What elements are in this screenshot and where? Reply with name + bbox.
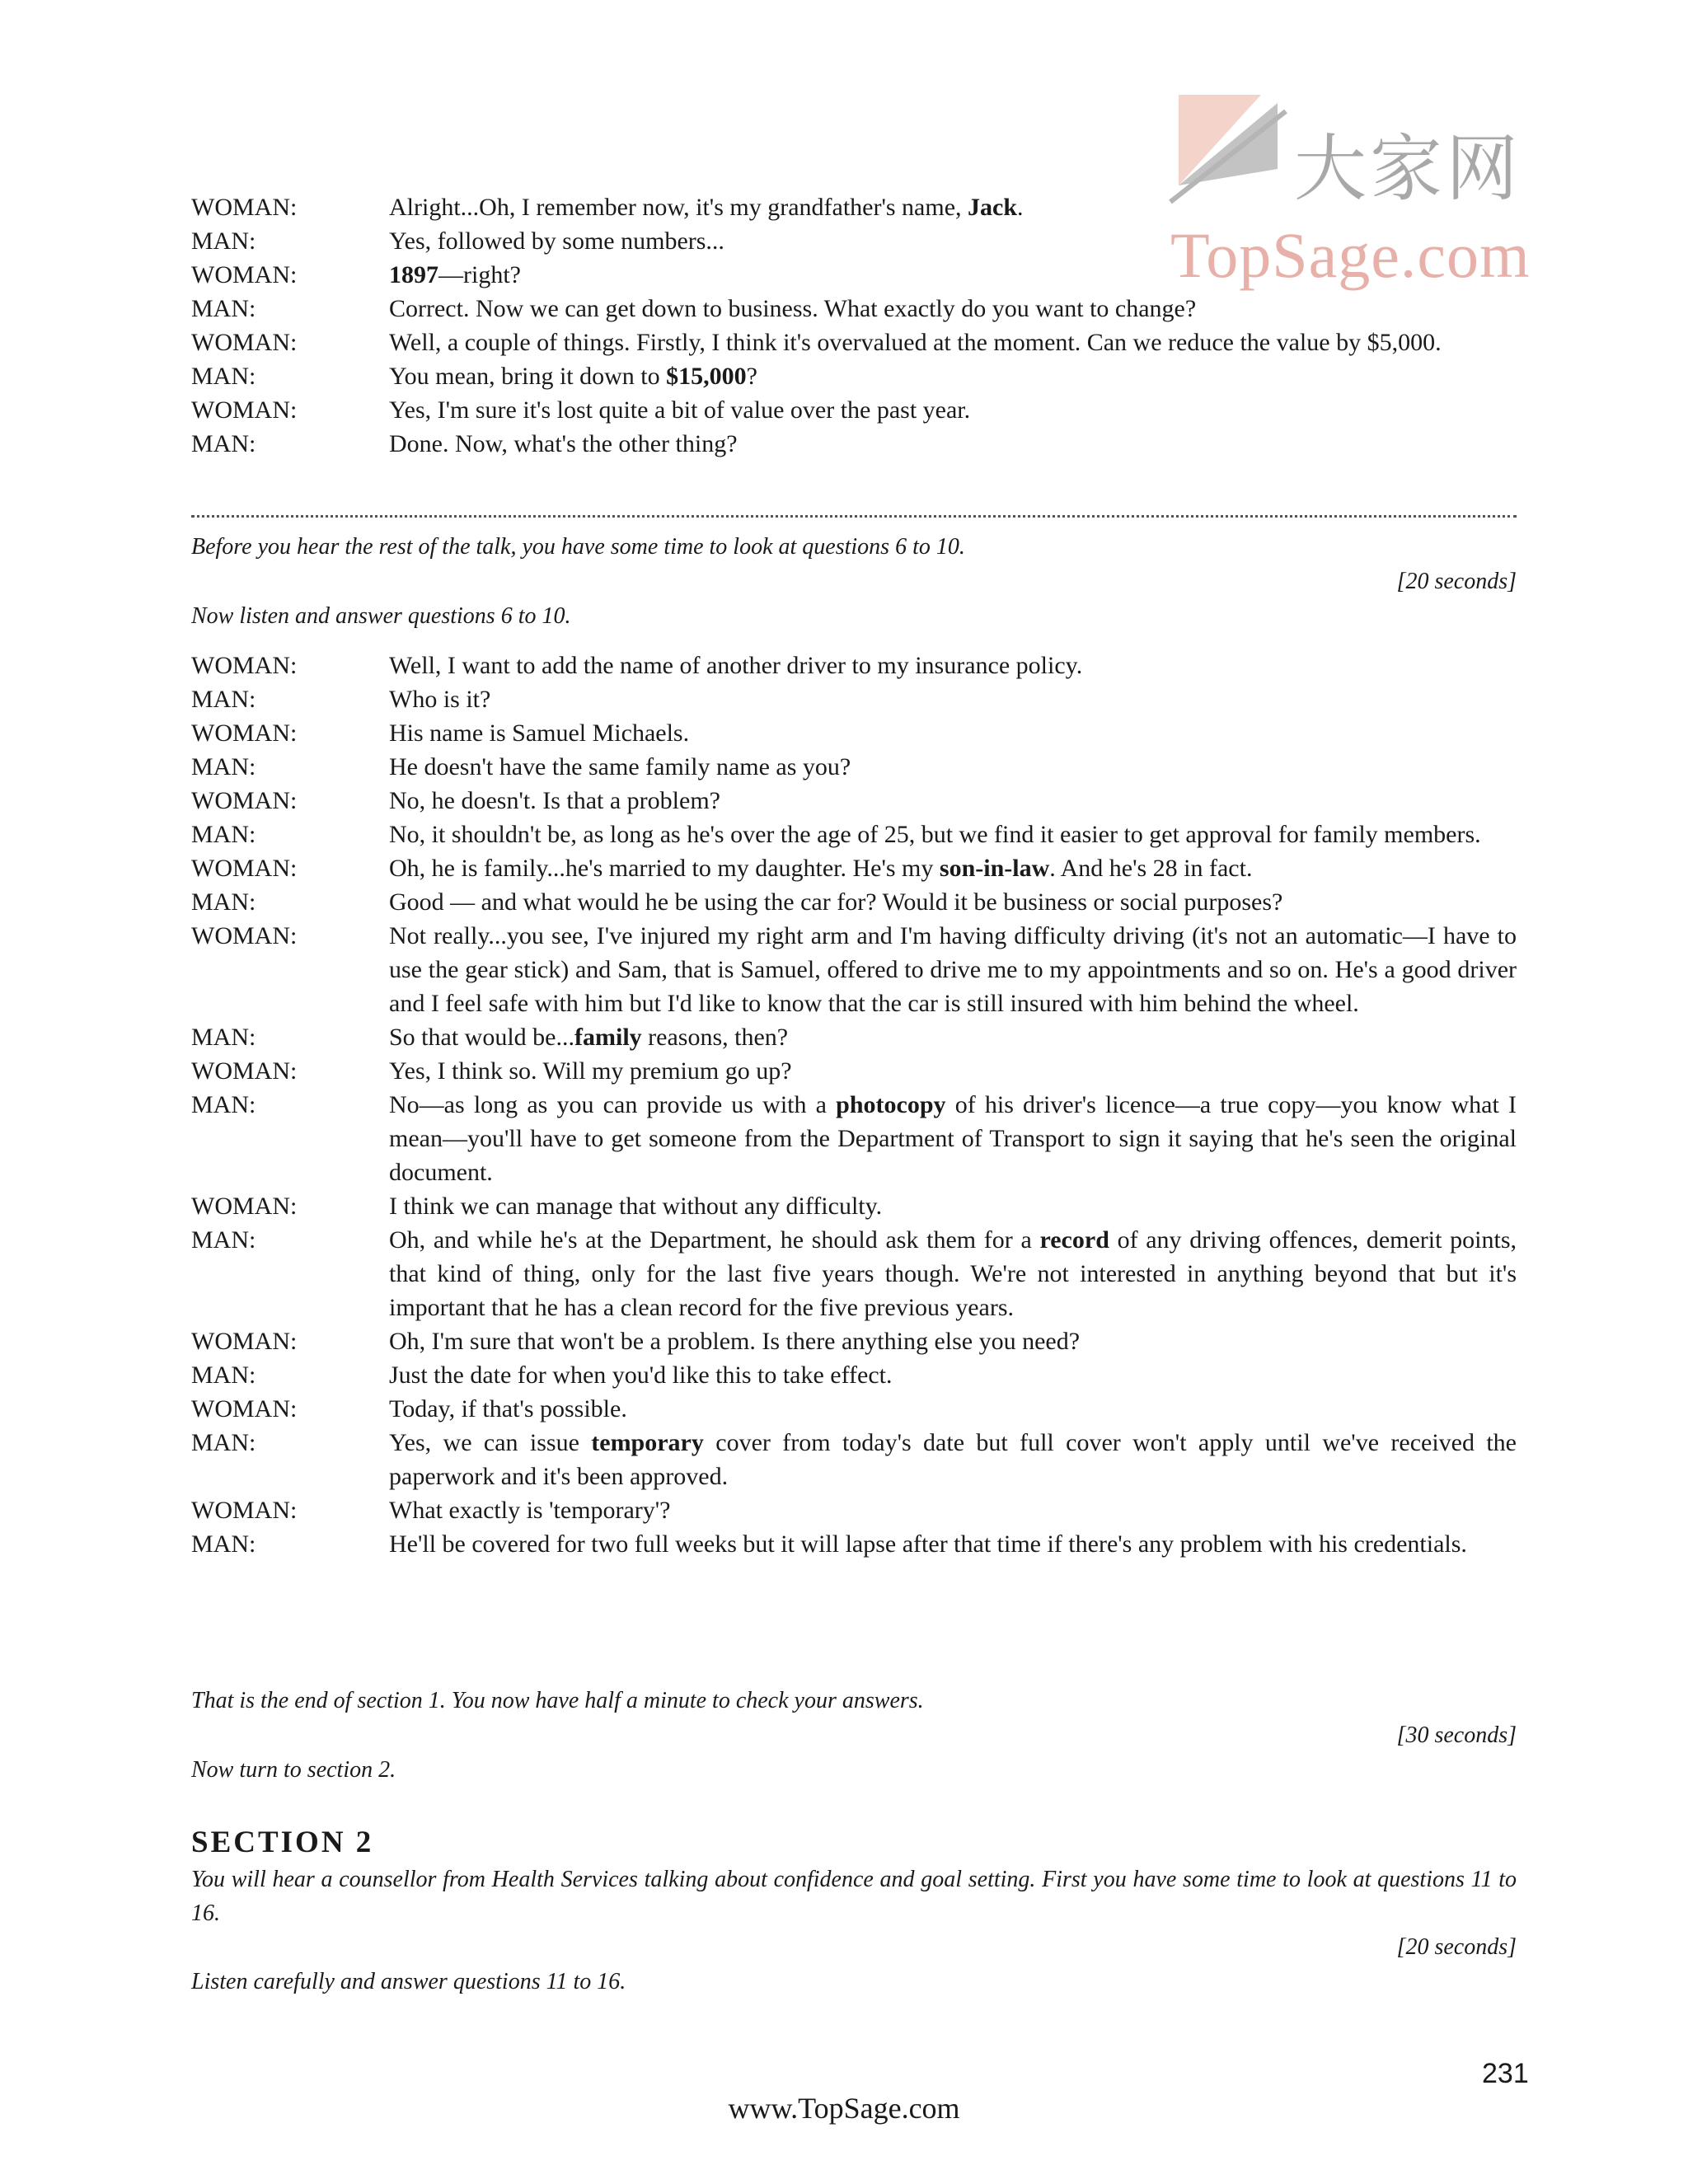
text-segment: No, it shouldn't be, as long as he's over the age of 25, but we find it easier to get approval for family members. bbox=[389, 821, 1481, 848]
speaker-label: MAN: bbox=[191, 430, 256, 457]
text-segment: Oh, I'm sure that won't be a problem. Is there anything else you need? bbox=[389, 1328, 1081, 1355]
text-segment: No, he doesn't. Is that a problem? bbox=[389, 787, 720, 814]
text-segment: . And he's 28 in fact. bbox=[1049, 855, 1253, 882]
dialogue-line bbox=[191, 784, 1517, 818]
dialogue-line bbox=[191, 885, 1517, 919]
text-segment: . bbox=[1017, 194, 1024, 221]
dialogue-line bbox=[191, 1020, 1517, 1054]
speaker-label: MAN: bbox=[191, 821, 256, 848]
page-number: 231 bbox=[1482, 2058, 1529, 2089]
dialogue-line bbox=[191, 1392, 1517, 1426]
dialogue-line bbox=[191, 1054, 1517, 1088]
dialogue-line bbox=[191, 292, 1517, 326]
dialogue-line bbox=[191, 682, 1517, 716]
dialogue-text bbox=[389, 1527, 1517, 1561]
text-segment: Alright...Oh, I remember now, it's my grandfather's name, bbox=[389, 194, 968, 221]
text-segment: What exactly is 'temporary'? bbox=[389, 1497, 671, 1524]
dialogue-line bbox=[191, 326, 1517, 359]
dialogue-text bbox=[389, 851, 1517, 885]
instruction-listen-6-10: Now listen and answer questions 6 to 10. bbox=[191, 603, 571, 629]
speaker-label: WOMAN: bbox=[191, 1328, 298, 1355]
text-segment: of his driver's licence—a true copy—you know what I mean—you'll have to get someone from the Department of Transport to sign it saying that he's seen the original document. bbox=[389, 1091, 1517, 1186]
dialogue-text bbox=[389, 784, 1517, 818]
text-segment: Oh, and while he's at the Department, he should ask them for a bbox=[389, 1226, 1040, 1254]
dialogue-text bbox=[389, 1324, 1517, 1358]
dialogue-text bbox=[389, 292, 1517, 326]
dialogue-line bbox=[191, 1189, 1517, 1223]
dialogue-text bbox=[389, 427, 1517, 461]
timer-20-seconds: [20 seconds] bbox=[1396, 569, 1517, 594]
dialogue-text bbox=[389, 1358, 1517, 1392]
text-segment: No—as long as you can provide us with a bbox=[389, 1091, 837, 1118]
speaker-label: MAN: bbox=[191, 1091, 256, 1118]
dialogue-text bbox=[389, 258, 1517, 292]
dialogue-line bbox=[191, 818, 1517, 851]
text-segment: Done. Now, what's the other thing? bbox=[389, 430, 738, 457]
answer-keyword: photocopy bbox=[836, 1091, 946, 1118]
answer-keyword: record bbox=[1039, 1226, 1109, 1254]
speaker-label: MAN: bbox=[191, 686, 256, 713]
dialogue-line bbox=[191, 1358, 1517, 1392]
dialogue-line bbox=[191, 258, 1517, 292]
dialogue-text bbox=[389, 649, 1517, 682]
speaker-label: WOMAN: bbox=[191, 1395, 298, 1422]
text-segment: I think we can manage that without any difficulty. bbox=[389, 1193, 883, 1220]
dialogue-line bbox=[191, 1527, 1517, 1561]
dialogue-text bbox=[389, 1223, 1517, 1324]
dialogue-line bbox=[191, 359, 1517, 393]
dialogue-line bbox=[191, 649, 1517, 682]
dialogue-text bbox=[389, 682, 1517, 716]
dialogue-line bbox=[191, 1324, 1517, 1358]
text-segment: His name is Samuel Michaels. bbox=[389, 719, 690, 747]
speaker-label: WOMAN: bbox=[191, 719, 298, 747]
dialogue-line bbox=[191, 851, 1517, 885]
text-segment: Well, a couple of things. Firstly, I think it's overvalued at the moment. Can we reduce the value by $5,000. bbox=[389, 329, 1442, 356]
dialogue-line bbox=[191, 716, 1517, 750]
section-2-title: SECTION 2 bbox=[191, 1825, 374, 1859]
text-segment: Yes, followed by some numbers... bbox=[389, 227, 724, 255]
speaker-label: MAN: bbox=[191, 1429, 256, 1456]
speaker-label: MAN: bbox=[191, 295, 256, 322]
dialogue-line bbox=[191, 224, 1517, 258]
speaker-label: WOMAN: bbox=[191, 261, 298, 288]
footer-url: www.TopSage.com bbox=[728, 2092, 960, 2125]
dialogue-text bbox=[389, 885, 1517, 919]
dialogue-part-2 bbox=[191, 649, 1517, 1561]
answer-keyword: 1897 bbox=[389, 261, 438, 288]
speaker-label: MAN: bbox=[191, 888, 256, 916]
dialogue-text bbox=[389, 1088, 1517, 1189]
answer-keyword: family bbox=[574, 1024, 642, 1051]
dialogue-text bbox=[389, 1020, 1517, 1054]
dialogue-line bbox=[191, 1223, 1517, 1324]
watermark-chinese-text: 大家网 bbox=[1294, 126, 1522, 211]
text-segment: cover from today's date but full cover won't apply until we've received the paperwork and it's been approved. bbox=[389, 1429, 1517, 1490]
speaker-label: WOMAN: bbox=[191, 1193, 298, 1220]
dialogue-text bbox=[389, 224, 1517, 258]
dialogue-line bbox=[191, 190, 1517, 224]
dialogue-text bbox=[389, 326, 1517, 359]
dialogue-text bbox=[389, 1392, 1517, 1426]
text-segment: Yes, I'm sure it's lost quite a bit of value over the past year. bbox=[389, 396, 971, 424]
instruction-turn-section-2: Now turn to section 2. bbox=[191, 1757, 396, 1783]
text-segment: Just the date for when you'd like this to take effect. bbox=[389, 1361, 893, 1389]
speaker-label: WOMAN: bbox=[191, 787, 298, 814]
dialogue-text bbox=[389, 750, 1517, 784]
text-segment: Good — and what would he be using the car for? Would it be business or social purposes? bbox=[389, 888, 1283, 916]
dotted-divider bbox=[191, 515, 1517, 518]
speaker-label: WOMAN: bbox=[191, 329, 298, 356]
section-2-timer: [20 seconds] bbox=[1396, 1934, 1517, 1960]
dialogue-line bbox=[191, 1426, 1517, 1493]
dialogue-line bbox=[191, 1493, 1517, 1527]
speaker-label: MAN: bbox=[191, 753, 256, 780]
text-segment: Today, if that's possible. bbox=[389, 1395, 627, 1422]
answer-keyword: temporary bbox=[591, 1429, 704, 1456]
speaker-label: MAN: bbox=[191, 363, 256, 390]
text-segment: Who is it? bbox=[389, 686, 491, 713]
instruction-questions-6-10: Before you hear the rest of the talk, you have some time to look at questions 6 to 10. bbox=[191, 534, 965, 560]
speaker-label: WOMAN: bbox=[191, 1497, 298, 1524]
text-segment: So that would be... bbox=[389, 1024, 574, 1051]
speaker-label: WOMAN: bbox=[191, 652, 298, 679]
dialogue-line bbox=[191, 393, 1517, 427]
text-segment: —right? bbox=[438, 261, 521, 288]
text-segment: ? bbox=[746, 363, 757, 390]
dialogue-text bbox=[389, 1493, 1517, 1527]
text-segment: Not really...you see, I've injured my right arm and I'm having difficulty driving (it's not an automatic—I have to use the gear stick) and Sam, that is Samuel, offered to drive me to my appointments and so on. He's a good driver and I feel safe with him but I'd like to know that the car is still insured with him behind the wheel. bbox=[389, 922, 1517, 1017]
section-2-instruction: Listen carefully and answer questions 11 to 16. bbox=[191, 1969, 626, 1994]
answer-keyword: $15,000 bbox=[666, 363, 747, 390]
answer-keyword: Jack bbox=[968, 194, 1018, 221]
text-segment: He'll be covered for two full weeks but it will lapse after that time if there's any problem with his credentials. bbox=[389, 1530, 1467, 1558]
speaker-label: MAN: bbox=[191, 1361, 256, 1389]
text-segment: Oh, he is family...he's married to my daughter. He's my bbox=[389, 855, 940, 882]
dialogue-text bbox=[389, 818, 1517, 851]
speaker-label: MAN: bbox=[191, 1226, 256, 1254]
dialogue-text bbox=[389, 1189, 1517, 1223]
speaker-label: WOMAN: bbox=[191, 855, 298, 882]
text-segment: Yes, I think so. Will my premium go up? bbox=[389, 1057, 792, 1085]
dialogue-text bbox=[389, 393, 1517, 427]
dialogue-line bbox=[191, 427, 1517, 461]
text-segment: Correct. Now we can get down to business. What exactly do you want to change? bbox=[389, 295, 1197, 322]
speaker-label: MAN: bbox=[191, 227, 256, 255]
text-segment: You mean, bring it down to bbox=[389, 363, 667, 390]
speaker-label: MAN: bbox=[191, 1024, 256, 1051]
dialogue-text bbox=[389, 359, 1517, 393]
text-segment: of any driving offences, demerit points, that kind of thing, only for the last five years though. We're not interested in anything beyond that but it's important that he has a clean record for the five previous years. bbox=[389, 1226, 1517, 1321]
text-segment: reasons, then? bbox=[641, 1024, 789, 1051]
watermark-url: TopSage.com bbox=[1170, 219, 1531, 291]
timer-30-seconds: [30 seconds] bbox=[1396, 1722, 1517, 1748]
text-segment: Well, I want to add the name of another driver to my insurance policy. bbox=[389, 652, 1083, 679]
dialogue-line bbox=[191, 919, 1517, 1020]
dialogue-text bbox=[389, 919, 1517, 1020]
speaker-label: WOMAN: bbox=[191, 194, 298, 221]
speaker-label: WOMAN: bbox=[191, 396, 298, 424]
text-segment: He doesn't have the same family name as you? bbox=[389, 753, 851, 780]
dialogue-part-1 bbox=[191, 190, 1517, 461]
dialogue-line bbox=[191, 750, 1517, 784]
speaker-label: WOMAN: bbox=[191, 1057, 298, 1085]
answer-keyword: son-in-law bbox=[939, 855, 1050, 882]
dialogue-line bbox=[191, 1088, 1517, 1189]
instruction-end-section-1: That is the end of section 1. You now have half a minute to check your answers. bbox=[191, 1688, 924, 1713]
dialogue-text bbox=[389, 1054, 1517, 1088]
text-segment: Yes, we can issue bbox=[389, 1429, 592, 1456]
dialogue-text bbox=[389, 716, 1517, 750]
section-2-description: You will hear a counsellor from Health Services talking about confidence and goal setting. First you have some time to look at questions 11 to 16. bbox=[191, 1867, 1517, 1926]
dialogue-text bbox=[389, 190, 1517, 224]
speaker-label: WOMAN: bbox=[191, 922, 298, 949]
dialogue-text bbox=[389, 1426, 1517, 1493]
speaker-label: MAN: bbox=[191, 1530, 256, 1558]
